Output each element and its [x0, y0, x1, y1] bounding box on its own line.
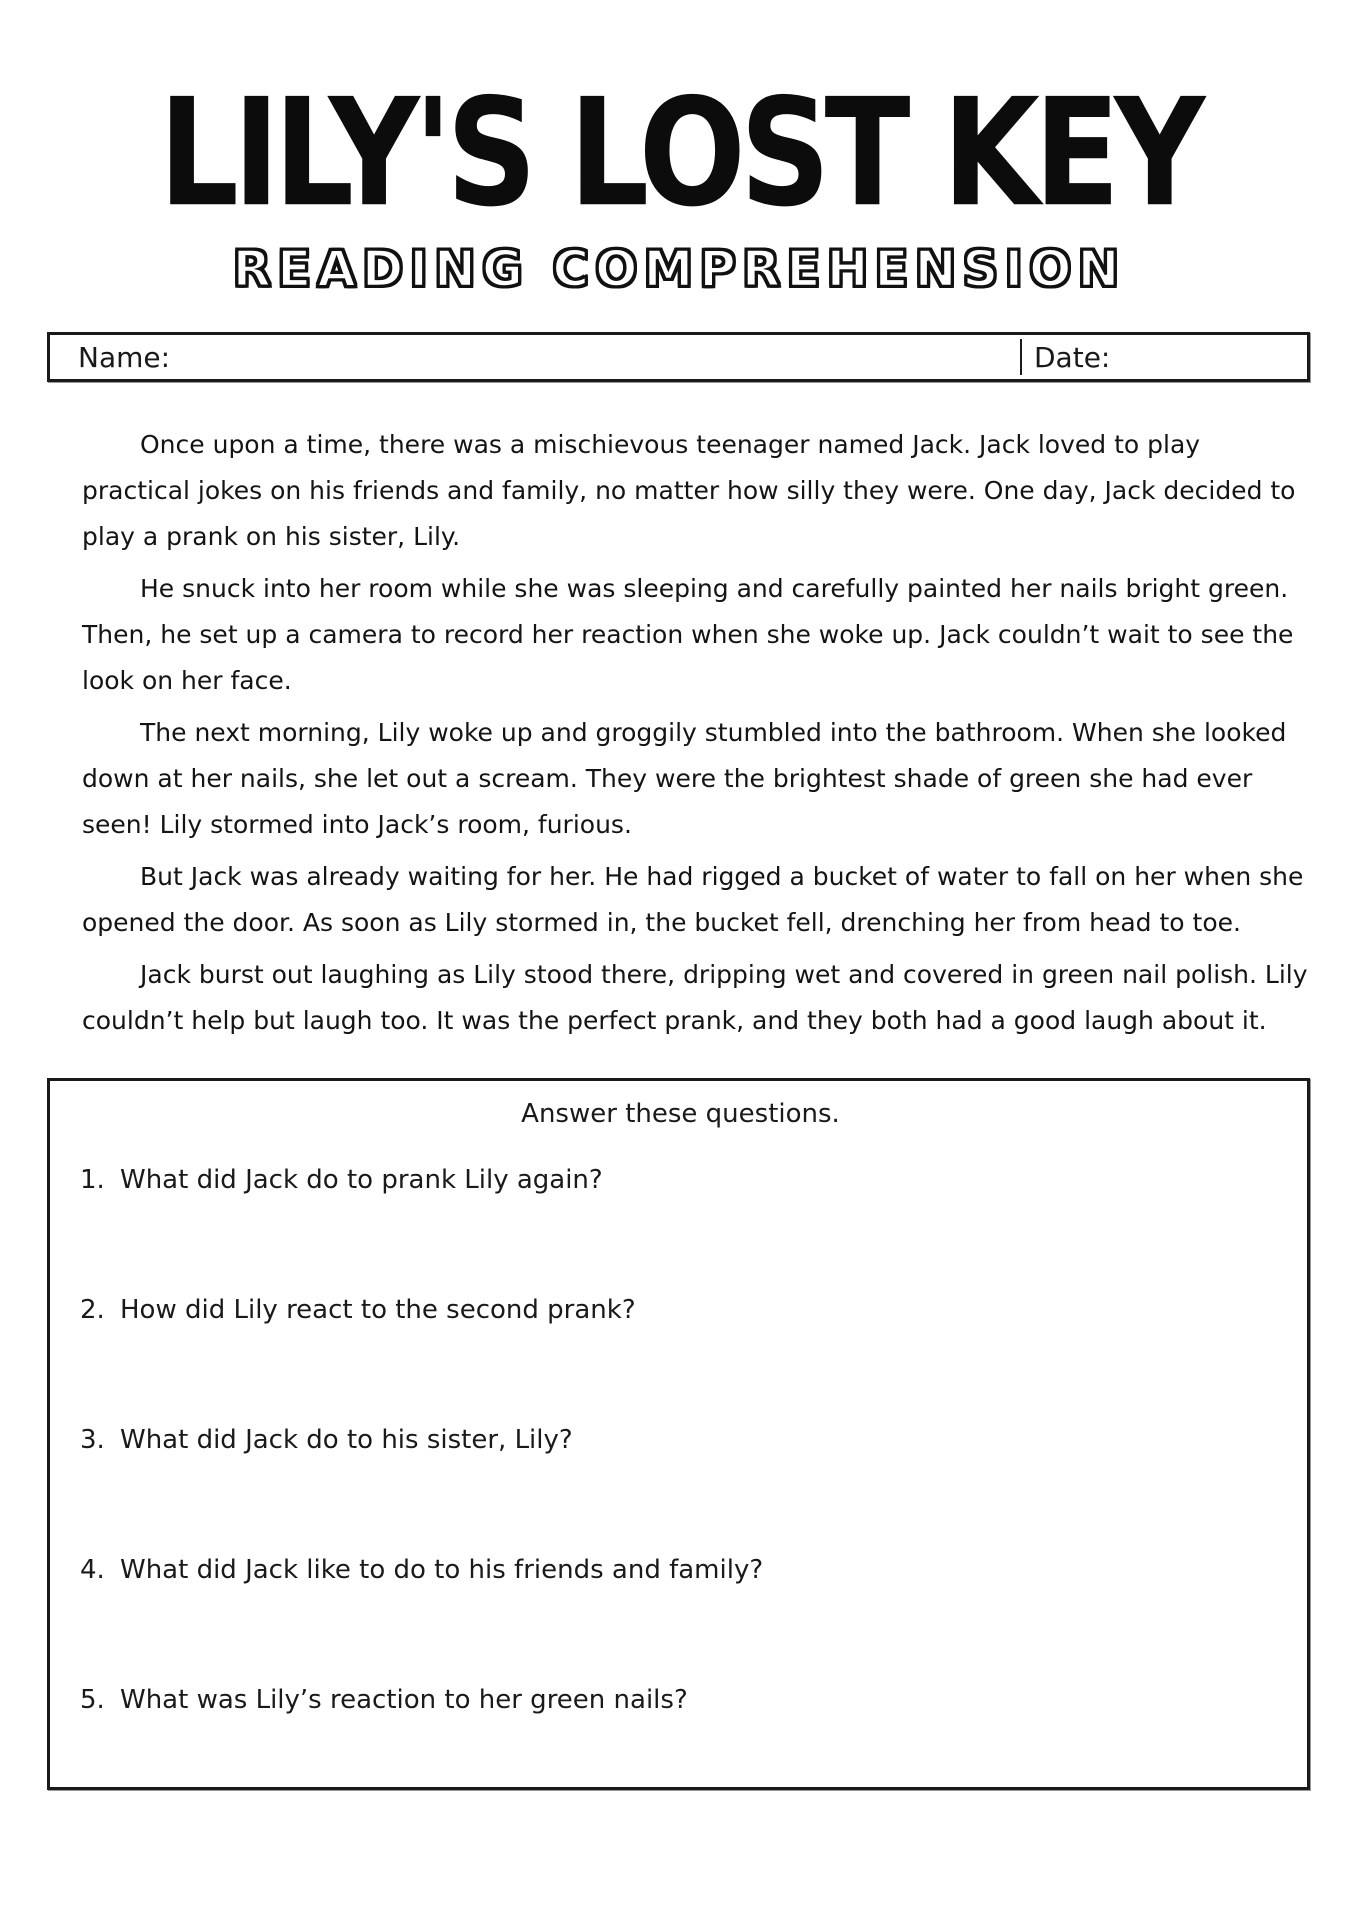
- date-section: [1020, 335, 1307, 379]
- story-paragraph-2: He snuck into her room while she was sleeping and carefully painted her nails bright green. Then, he set up a camera to record her reaction when she woke up. Jack couldn’t wait to see the look on her face.: [82, 574, 1294, 695]
- name-label: Name:: [78, 340, 171, 374]
- question-text: How did Lily react to the second prank?: [120, 1295, 636, 1325]
- question-number: 2.: [80, 1295, 105, 1325]
- name-date-bar: [47, 332, 1310, 382]
- story-paragraph-4: But Jack was already waiting for her. He had rigged a bucket of water to fall on her when she opened the door. As soon as Lily stormed in, the bucket fell, drenching her from head to toe.: [82, 862, 1304, 937]
- question-number: 4.: [80, 1555, 105, 1585]
- answer-space-3[interactable]: [80, 1457, 1281, 1547]
- page-subtitle: READING COMPREHENSION: [232, 240, 1126, 298]
- question-number: 1.: [80, 1165, 105, 1195]
- answer-space-4[interactable]: [80, 1587, 1281, 1677]
- question-text: What was Lily’s reaction to her green nails?: [120, 1685, 688, 1715]
- question-text: What did Jack do to prank Lily again?: [120, 1165, 603, 1195]
- questions-heading: Answer these questions.: [521, 1099, 840, 1129]
- question-item-1: [80, 1163, 1281, 1293]
- questions-box: [47, 1078, 1310, 1790]
- question-item-3: [80, 1423, 1281, 1553]
- story-paragraph-5: Jack burst out laughing as Lily stood there, dripping wet and covered in green nail polish. Lily couldn’t help but laugh too. It was the perfect prank, and they both had a good laugh about it.: [82, 960, 1308, 1035]
- question-text: What did Jack do to his sister, Lily?: [120, 1425, 573, 1455]
- story-passage: [82, 422, 1310, 1044]
- date-label: Date:: [1034, 340, 1111, 374]
- name-input-blank[interactable]: [170, 335, 1020, 379]
- answer-space-1[interactable]: [80, 1197, 1281, 1287]
- date-input-blank[interactable]: [1110, 335, 1307, 379]
- questions-list: [80, 1163, 1281, 1813]
- page-header: [0, 0, 1358, 298]
- story-paragraph-1: Once upon a time, there was a mischievous teenager named Jack. Jack loved to play practical jokes on his friends and family, no matter how silly they were. One day, Jack decided to play a prank on his sister, Lily.: [82, 430, 1296, 551]
- question-item-5: [80, 1683, 1281, 1813]
- question-item-4: [80, 1553, 1281, 1683]
- page-title: LILY'S LOST KEY: [158, 66, 1200, 240]
- story-paragraph-3: The next morning, Lily woke up and groggily stumbled into the bathroom. When she looked down at her nails, she let out a scream. They were the brightest shade of green she had ever seen! Lily stormed into Jack’s room, furious.: [82, 718, 1287, 839]
- answer-space-5[interactable]: [80, 1717, 1281, 1807]
- question-item-2: [80, 1293, 1281, 1423]
- question-text: What did Jack like to do to his friends and family?: [120, 1555, 764, 1585]
- question-number: 5.: [80, 1685, 105, 1715]
- name-date-divider: [1020, 339, 1022, 374]
- answer-space-2[interactable]: [80, 1327, 1281, 1417]
- question-number: 3.: [80, 1425, 105, 1455]
